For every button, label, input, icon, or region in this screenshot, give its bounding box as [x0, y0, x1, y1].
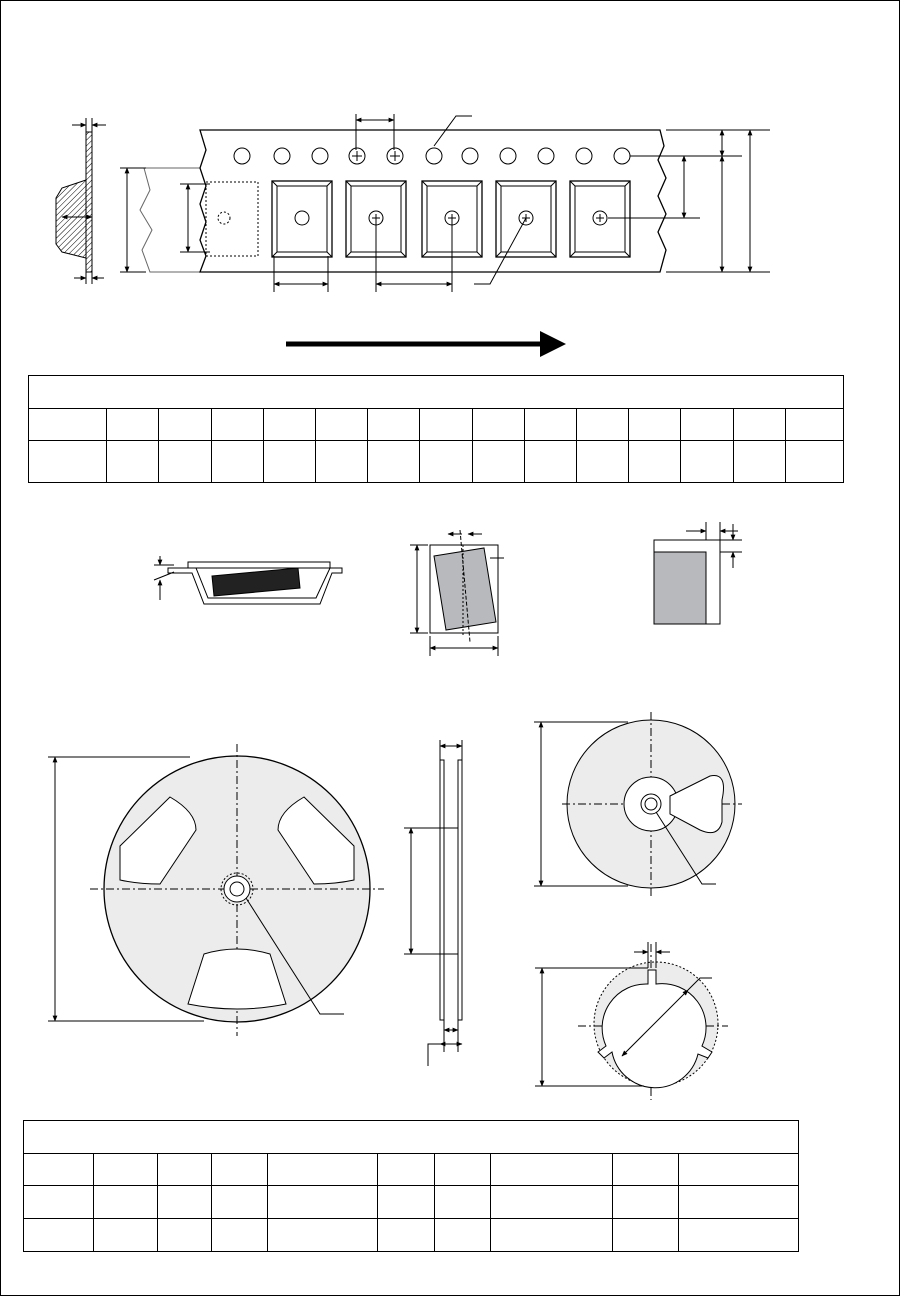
- tape-table-cell: [316, 409, 368, 441]
- reel-table-cell: [268, 1154, 378, 1186]
- tape-table-cell: [785, 409, 843, 441]
- reel-table-row: [24, 1154, 799, 1186]
- reel-table-cell: [94, 1219, 158, 1252]
- tape-table-cell: [107, 409, 159, 441]
- component-clearance-detail: [654, 522, 742, 624]
- reel-table-cell: [491, 1154, 613, 1186]
- reel-table-cell: [679, 1186, 799, 1219]
- sprocket-holes: [234, 148, 630, 164]
- carrier-tape-top-view: [140, 130, 666, 272]
- reel-table-cell: [679, 1154, 799, 1186]
- sprocket-hole: [538, 148, 554, 164]
- tape-side-section: [56, 118, 106, 284]
- tape-table-cell: [524, 441, 576, 483]
- tape-table-cell: [420, 441, 472, 483]
- sprocket-hole: [614, 148, 630, 164]
- reel-table-cell: [435, 1219, 491, 1252]
- reel-side-view: [404, 740, 462, 1066]
- tape-table-cell: [211, 441, 263, 483]
- reel-table-cell: [212, 1219, 268, 1252]
- reel-front-view: [48, 744, 384, 1036]
- reel-table-cell: [378, 1154, 435, 1186]
- tape-table-cell: [29, 441, 107, 483]
- reel-table-cell: [613, 1154, 679, 1186]
- tape-table-cell: [576, 441, 628, 483]
- tape-table-title: [29, 376, 844, 409]
- reel-table-cell: [268, 1219, 378, 1252]
- sprocket-hole: [576, 148, 592, 164]
- reel-table-cell: [24, 1154, 94, 1186]
- hub-detail-view: [535, 942, 728, 1100]
- tape-table-cell: [733, 409, 785, 441]
- tape-table-cell: [681, 409, 733, 441]
- tape-table-cell: [368, 441, 420, 483]
- reel-table-cell: [491, 1219, 613, 1252]
- component-rotation-detail: [410, 530, 504, 656]
- reel-table-cell: [158, 1219, 212, 1252]
- tape-table-row: [29, 409, 844, 441]
- tape-table-cell: [681, 441, 733, 483]
- tape-table-cell: [263, 441, 315, 483]
- reel-table-cell: [435, 1154, 491, 1186]
- feed-direction-arrow: [286, 331, 566, 357]
- reel-table-row: [24, 1219, 799, 1252]
- reel-table-cell: [212, 1186, 268, 1219]
- reel-table-cell: [491, 1186, 613, 1219]
- tape-table-row: [29, 441, 844, 483]
- small-reel-view: [534, 712, 742, 898]
- tape-table-cell: [472, 441, 524, 483]
- tape-table-cell: [629, 441, 681, 483]
- reel-table-cell: [268, 1186, 378, 1219]
- reel-table-cell: [24, 1186, 94, 1219]
- tape-table-cell: [107, 441, 159, 483]
- tape-table-cell: [420, 409, 472, 441]
- tape-table-cell: [576, 409, 628, 441]
- sprocket-hole: [234, 148, 250, 164]
- tape-dimension-table: [28, 375, 844, 483]
- reel-table-cell: [613, 1219, 679, 1252]
- reel-table-cell: [378, 1186, 435, 1219]
- tape-pocket: [272, 181, 332, 257]
- tape-table-cell: [368, 409, 420, 441]
- tape-pockets: [272, 181, 630, 257]
- pocket-cross-section: [154, 556, 342, 604]
- reel-table-cell: [158, 1186, 212, 1219]
- sprocket-hole: [312, 148, 328, 164]
- tape-dimensions: [120, 114, 770, 292]
- tape-table-cell: [211, 409, 263, 441]
- tape-table-cell: [524, 409, 576, 441]
- tape-table-cell: [159, 441, 211, 483]
- tape-table-cell: [733, 441, 785, 483]
- sprocket-hole: [426, 148, 442, 164]
- tape-pocket: [570, 181, 630, 257]
- reel-table-cell: [378, 1219, 435, 1252]
- sprocket-hole: [500, 148, 516, 164]
- reel-table-cell: [212, 1154, 268, 1186]
- tape-table-cell: [29, 409, 107, 441]
- reel-table-cell: [94, 1186, 158, 1219]
- reel-table-row: [24, 1186, 799, 1219]
- reel-table-cell: [24, 1219, 94, 1252]
- sprocket-hole: [462, 148, 478, 164]
- sprocket-hole: [274, 148, 290, 164]
- reel-table-cell: [613, 1186, 679, 1219]
- tape-table-cell: [159, 409, 211, 441]
- reel-table-cell: [94, 1154, 158, 1186]
- tape-table-cell: [472, 409, 524, 441]
- tape-table-cell: [316, 441, 368, 483]
- tape-table-cell: [785, 441, 843, 483]
- tape-table-cell: [263, 409, 315, 441]
- reel-dimension-table: [23, 1120, 799, 1252]
- reel-table-cell: [679, 1219, 799, 1252]
- reel-table-cell: [435, 1186, 491, 1219]
- tape-table-cell: [629, 409, 681, 441]
- reel-table-title: [24, 1121, 799, 1154]
- reel-table-cell: [158, 1154, 212, 1186]
